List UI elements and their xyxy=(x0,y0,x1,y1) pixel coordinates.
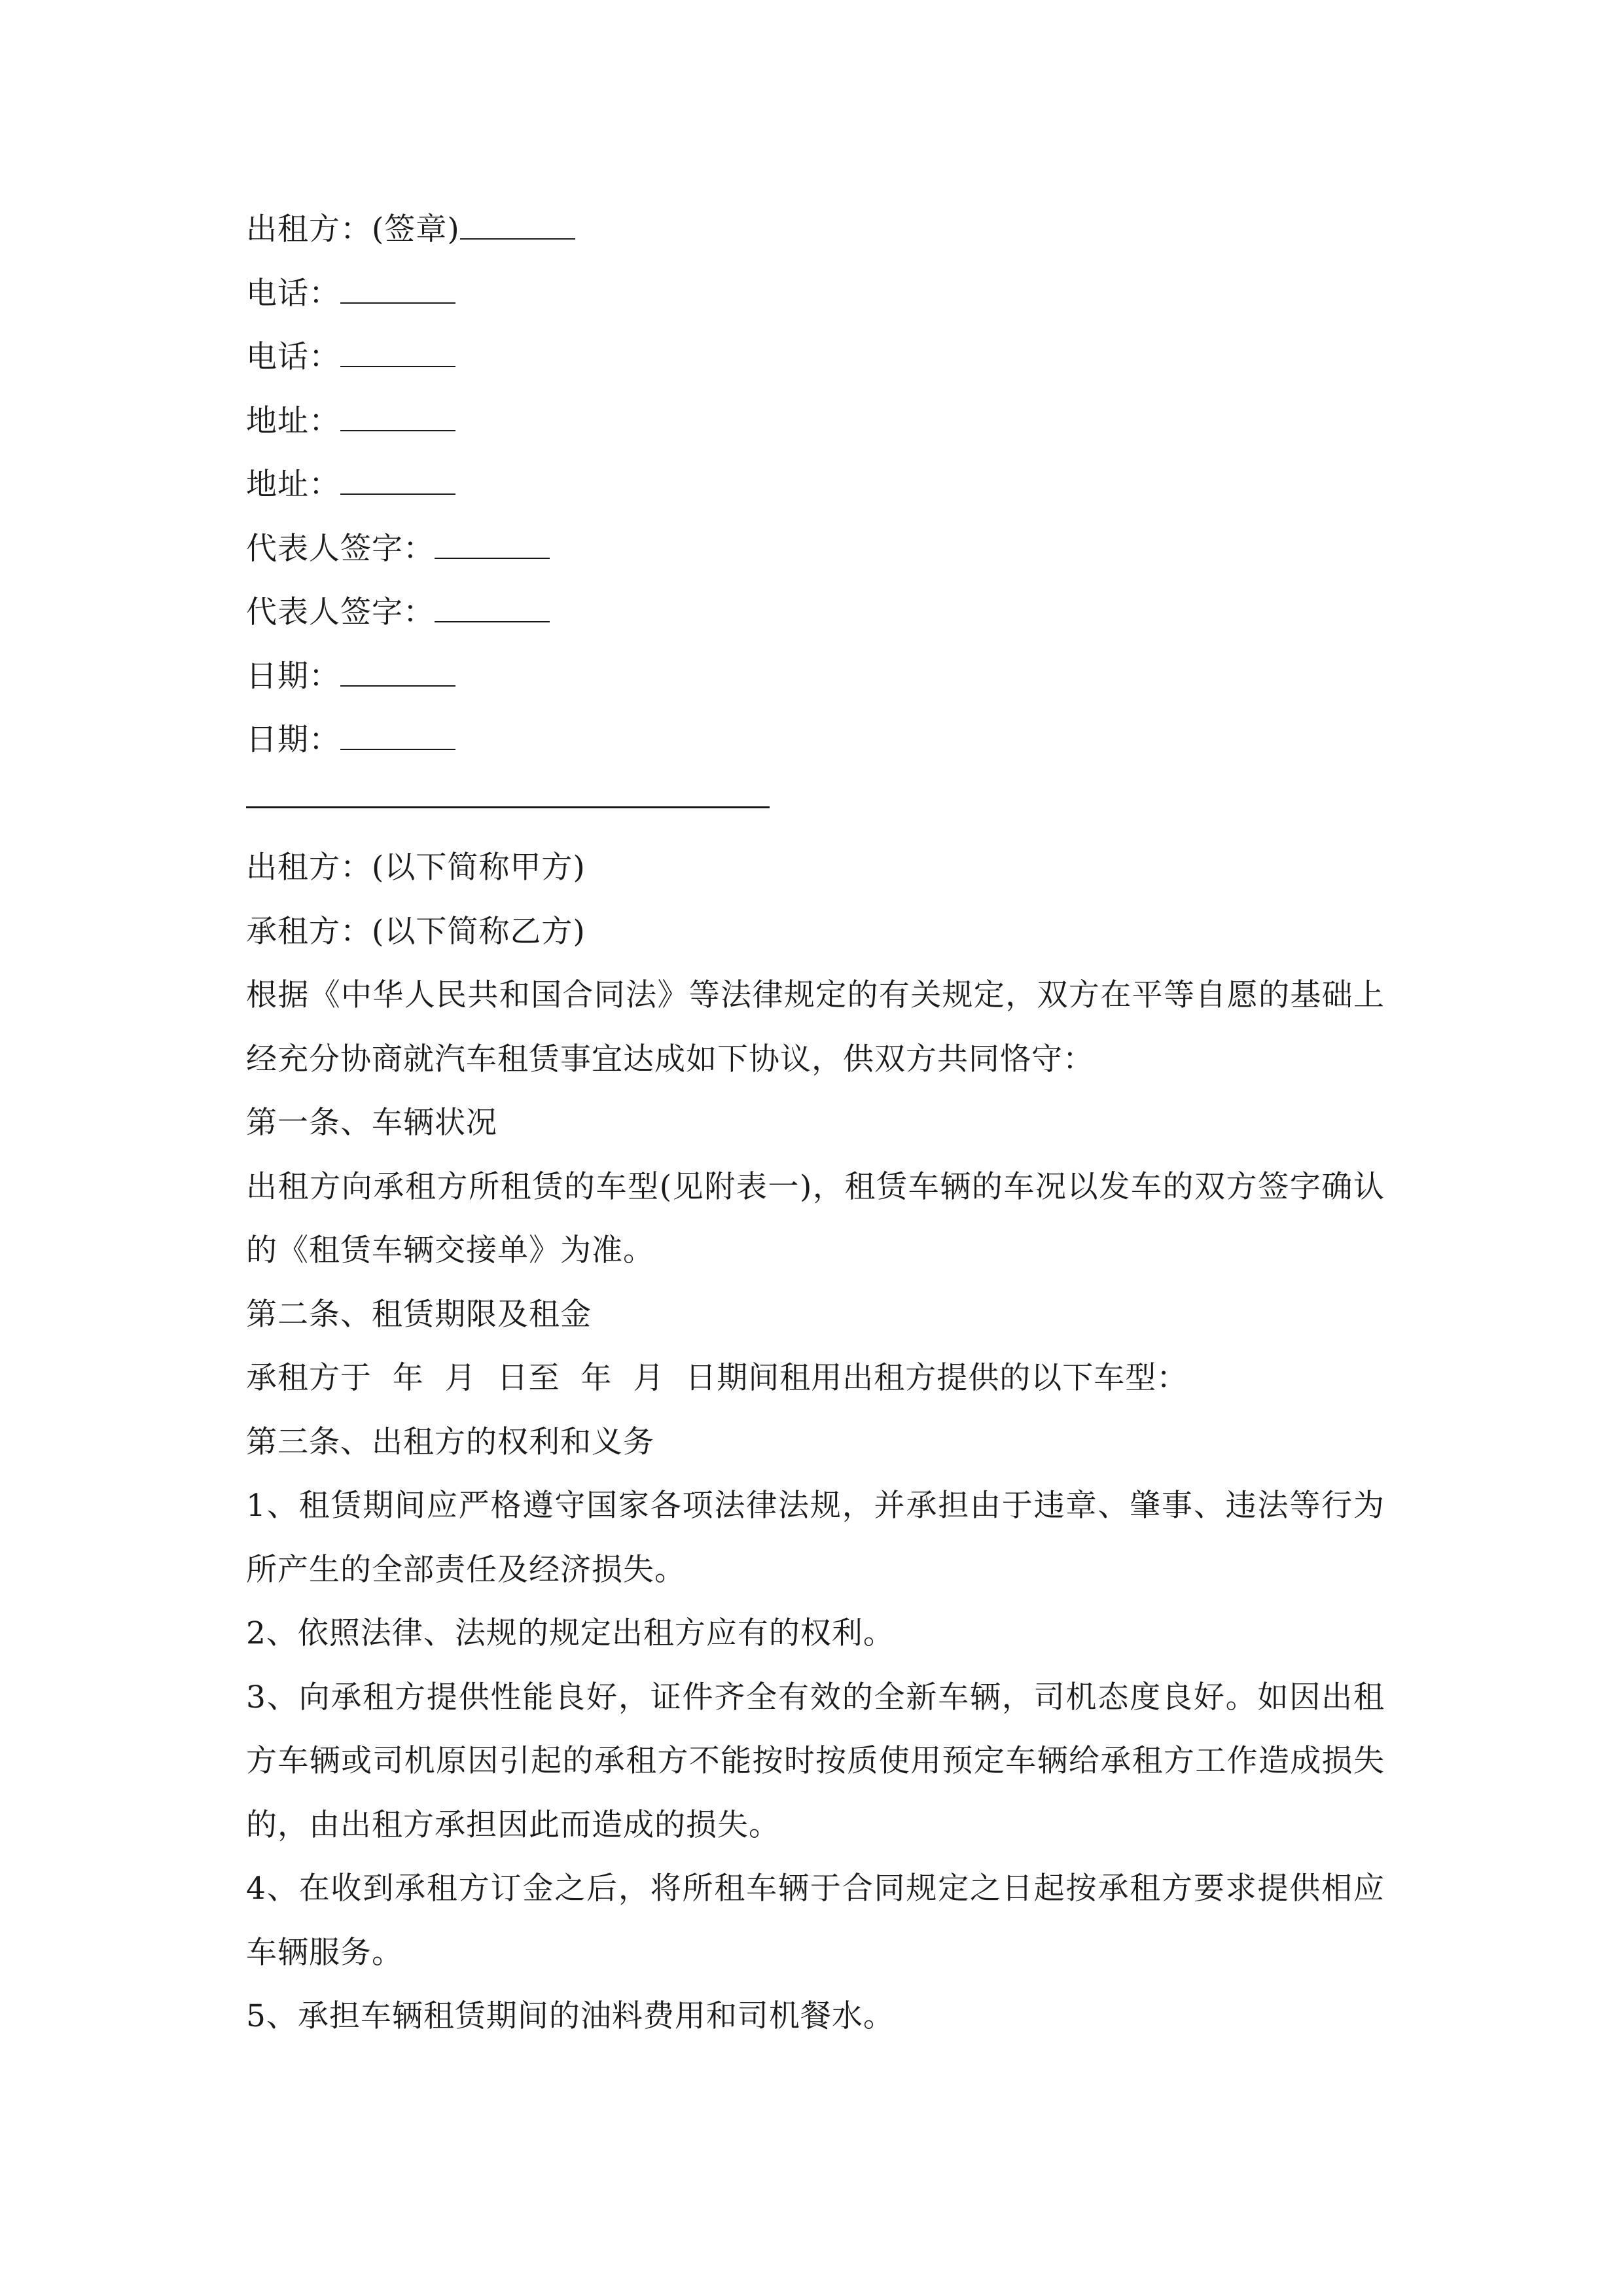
phone-line-1 xyxy=(246,262,1385,326)
date-line-2 xyxy=(246,708,1385,772)
phone-blank-2 xyxy=(340,340,455,367)
lessor-signature-line xyxy=(246,198,1385,262)
party-b-line: 承租方：(以下简称乙方) xyxy=(246,913,586,950)
address-line-2 xyxy=(246,453,1385,517)
article-2-title: 第二条、租赁期限及租金 xyxy=(246,1296,592,1333)
date-line-1 xyxy=(246,645,1385,709)
date-blank-1 xyxy=(340,659,455,687)
article-1-title: 第一条、车辆状况 xyxy=(246,1105,497,1141)
phone-line-2 xyxy=(246,325,1385,389)
lessor-signature-blank xyxy=(460,212,575,240)
address-blank-2 xyxy=(340,467,455,495)
phone-label-2: 电话： xyxy=(246,339,340,375)
representative-sign-blank-1 xyxy=(435,531,550,559)
phone-blank-1 xyxy=(340,276,455,304)
address-label-1: 地址： xyxy=(246,403,340,439)
representative-sign-line-2 xyxy=(246,581,1385,645)
address-line-1 xyxy=(246,389,1385,454)
date-blank-2 xyxy=(340,723,455,750)
article-2-paragraph: 承租方于 年 月 日至 年 月 日期间租用出租方提供的以下车型： xyxy=(246,1360,1188,1396)
address-blank-1 xyxy=(340,404,455,431)
date-label-1: 日期： xyxy=(246,658,340,694)
lessor-signature-label: 出租方：(签章) xyxy=(246,211,460,247)
clause-1-paragraph: 1、租赁期间应严格遵守国家各项法律法规，并承担由于违章、肇事、违法等行为所产生的全部责任及经济损失。 xyxy=(246,1488,1385,1588)
divider-line xyxy=(246,806,770,808)
article-1-paragraph: 出租方向承租方所租赁的车型(见附表一)，租赁车辆的车况以发车的双方签字确认的《租赁车辆交接单》为准。 xyxy=(246,1168,1385,1268)
article-3-title: 第三条、出租方的权利和义务 xyxy=(246,1424,654,1460)
date-label-2: 日期： xyxy=(246,722,340,758)
clause-5-paragraph: 5、承担车辆租赁期间的油料费用和司机餐水。 xyxy=(246,1998,895,2034)
preamble-paragraph: 根据《中华人民共和国合同法》等法律规定的有关规定，双方在平等自愿的基础上经充分协商就汽车租赁事宜达成如下协议，供双方共同恪守： xyxy=(246,977,1385,1077)
representative-sign-label-2: 代表人签字： xyxy=(246,594,435,630)
clause-2-paragraph: 2、依照法律、法规的规定出租方应有的权利。 xyxy=(246,1615,895,1651)
representative-sign-label-1: 代表人签字： xyxy=(246,530,435,567)
phone-label-1: 电话： xyxy=(246,275,340,312)
party-a-line: 出租方：(以下简称甲方) xyxy=(246,850,586,886)
clause-3-paragraph: 3、向承租方提供性能良好，证件齐全有效的全新车辆，司机态度良好。如因出租方车辆或司机原因引起的承租方不能按时按质使用预定车辆给承租方工作造成损失的，由出租方承担因此而造成的损失。 xyxy=(246,1679,1385,1843)
representative-sign-blank-2 xyxy=(435,595,550,622)
document-page xyxy=(246,198,1385,2049)
address-label-2: 地址： xyxy=(246,467,340,503)
representative-sign-line-1 xyxy=(246,517,1385,581)
clause-4-paragraph: 4、在收到承租方订金之后，将所租车辆于合同规定之日起按承租方要求提供相应车辆服务。 xyxy=(246,1871,1385,1971)
section-divider xyxy=(246,772,1385,836)
